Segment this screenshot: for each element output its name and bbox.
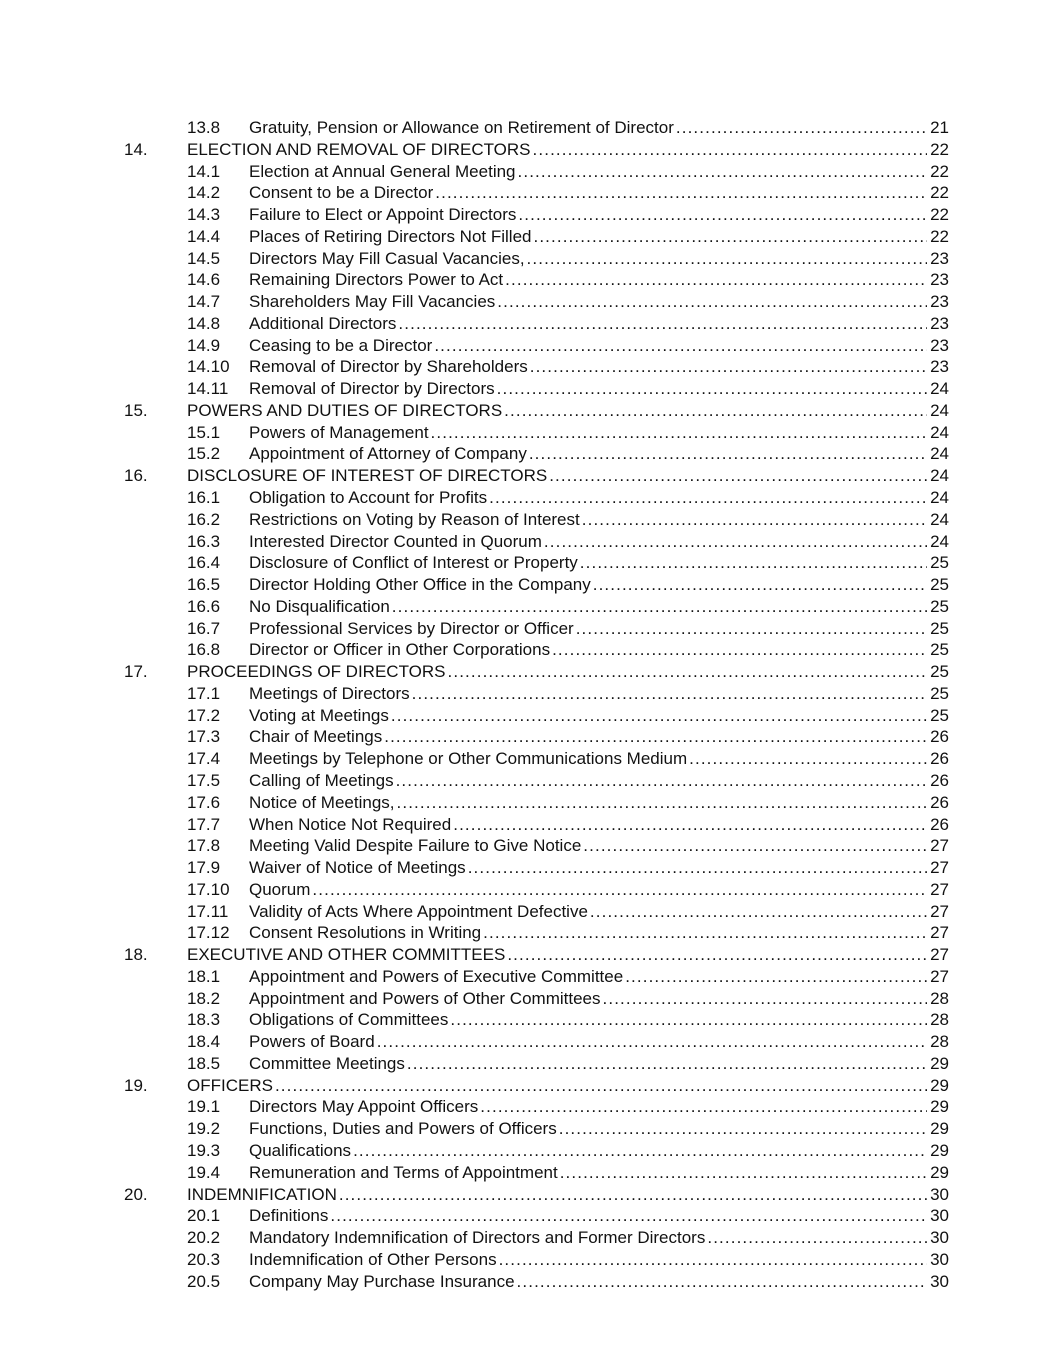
toc-entry-title: Additional Directors — [249, 313, 397, 333]
toc-entry-page-number: 25 — [927, 618, 949, 640]
toc-entry-number: 18.1 — [187, 966, 221, 986]
toc-entry-page-number: 30 — [927, 1271, 949, 1293]
toc-entry-number: 20.3 — [187, 1249, 221, 1269]
toc-subsection-entry[interactable] — [0, 726, 1055, 748]
toc-entry-title-leader — [249, 835, 927, 857]
toc-entry-title: Meeting Valid Despite Failure to Give Notice — [249, 836, 582, 856]
toc-entry-title-leader — [249, 422, 927, 444]
toc-entry-number: 16.2 — [187, 509, 221, 529]
toc-entry-number: 14.1 — [187, 161, 221, 181]
toc-entry-page-number: 27 — [927, 922, 949, 944]
toc-entry-title-leader — [249, 596, 927, 618]
toc-entry-page-number: 26 — [927, 792, 949, 814]
toc-subsection-entry[interactable] — [0, 879, 1055, 901]
toc-subsection-entry[interactable] — [0, 1271, 1055, 1293]
toc-subsection-entry[interactable] — [0, 378, 1055, 400]
toc-entry-number: 17.3 — [187, 727, 221, 747]
toc-entry-title-leader — [249, 204, 927, 226]
toc-entry-page-number: 29 — [927, 1140, 949, 1162]
toc-entry-number: 14.4 — [187, 226, 221, 246]
toc-subsection-entry[interactable] — [0, 770, 1055, 792]
toc-subsection-entry[interactable] — [0, 1118, 1055, 1140]
toc-entry-title-leader — [249, 726, 927, 748]
toc-entry-title-leader — [249, 1096, 927, 1118]
toc-section-entry[interactable] — [0, 1075, 1055, 1097]
toc-entry-number: 14.7 — [187, 292, 221, 312]
toc-entry-title: PROCEEDINGS OF DIRECTORS — [187, 662, 446, 682]
toc-entry-page-number: 23 — [927, 269, 949, 291]
toc-subsection-entry[interactable] — [0, 857, 1055, 879]
toc-entry-title: Obligation to Account for Profits — [249, 488, 488, 508]
toc-entry-title: Obligations of Committees — [249, 1010, 449, 1030]
toc-subsection-entry[interactable] — [0, 182, 1055, 204]
toc-entry-number: 13.8 — [187, 118, 221, 137]
toc-entry-title: Interested Director Counted in Quorum — [249, 531, 542, 551]
toc-entry-title: Appointment and Powers of Executive Committee — [249, 966, 624, 986]
toc-entry-title: Disclosure of Conflict of Interest or Property — [249, 553, 578, 573]
toc-entry-number: 17.11 — [187, 901, 229, 921]
toc-entry-number: 16.1 — [187, 488, 221, 508]
toc-entry-number: 20.2 — [187, 1228, 221, 1248]
toc-entry-title: Waiver of Notice of Meetings — [249, 858, 466, 878]
toc-entry-page-number: 29 — [927, 1118, 949, 1140]
toc-entry-page-number: 27 — [927, 901, 949, 923]
toc-subsection-entry[interactable] — [0, 683, 1055, 705]
toc-entry-number: 18.2 — [187, 988, 221, 1008]
toc-entry-page-number: 25 — [927, 574, 949, 596]
table-of-contents — [0, 117, 1055, 1292]
toc-section-entry[interactable] — [0, 465, 1055, 487]
toc-subsection-entry[interactable] — [0, 1009, 1055, 1031]
toc-entry-title-leader — [249, 1271, 927, 1293]
toc-entry-title: Remuneration and Terms of Appointment — [249, 1162, 558, 1182]
toc-entry-title: Removal of Director by Directors — [249, 379, 495, 399]
toc-entry-number: 16.5 — [187, 575, 221, 595]
toc-entry-page-number: 21 — [927, 117, 949, 139]
toc-subsection-entry[interactable] — [0, 531, 1055, 553]
toc-entry-number: 19.1 — [187, 1097, 221, 1117]
toc-entry-number: 18.4 — [187, 1032, 221, 1052]
toc-subsection-entry[interactable] — [0, 792, 1055, 814]
toc-entry-title: Ceasing to be a Director — [249, 335, 433, 355]
toc-entry-page-number: 25 — [927, 596, 949, 618]
toc-subsection-entry[interactable] — [0, 204, 1055, 226]
toc-entry-page-number: 25 — [927, 639, 949, 661]
toc-entry-title-leader — [249, 269, 927, 291]
toc-entry-title-leader — [187, 465, 927, 487]
toc-entry-page-number: 29 — [927, 1162, 949, 1184]
toc-entry-page-number: 26 — [927, 814, 949, 836]
toc-entry-number: 18.5 — [187, 1053, 221, 1073]
toc-entry-page-number: 25 — [927, 705, 949, 727]
toc-entry-title-leader — [249, 335, 927, 357]
toc-entry-page-number: 30 — [927, 1184, 949, 1206]
toc-subsection-entry[interactable] — [0, 1140, 1055, 1162]
toc-entry-page-number: 22 — [927, 204, 949, 226]
toc-entry-title-leader — [249, 117, 927, 139]
toc-entry-page-number: 23 — [927, 248, 949, 270]
toc-subsection-entry[interactable] — [0, 1162, 1055, 1184]
toc-entry-page-number: 22 — [927, 226, 949, 248]
toc-entry-title: Powers of Management — [249, 422, 429, 442]
toc-entry-number: 19.3 — [187, 1140, 221, 1160]
toc-entry-title: Consent to be a Director — [249, 183, 434, 203]
toc-entry-title: DISCLOSURE OF INTEREST OF DIRECTORS — [187, 466, 548, 486]
toc-section-entry[interactable] — [0, 661, 1055, 683]
toc-subsection-entry[interactable] — [0, 356, 1055, 378]
toc-subsection-entry[interactable] — [0, 161, 1055, 183]
toc-entry-title: Gratuity, Pension or Allowance on Retirement of Director — [249, 118, 674, 137]
toc-entry-page-number: 27 — [927, 944, 949, 966]
toc-entry-title: No Disqualification — [249, 596, 390, 616]
toc-entry-page-number: 25 — [927, 683, 949, 705]
toc-entry-number: 16.6 — [187, 596, 221, 616]
toc-subsection-entry[interactable] — [0, 509, 1055, 531]
toc-entry-page-number: 24 — [927, 422, 949, 444]
toc-subsection-entry[interactable] — [0, 988, 1055, 1010]
toc-entry-page-number: 23 — [927, 313, 949, 335]
toc-entry-number: 17.5 — [187, 770, 221, 790]
toc-entry-page-number: 23 — [927, 291, 949, 313]
toc-entry-page-number: 24 — [927, 531, 949, 553]
toc-entry-title-leader — [249, 748, 927, 770]
toc-entry-number: 19. — [124, 1075, 148, 1095]
toc-entry-page-number: 30 — [927, 1249, 949, 1271]
toc-subsection-entry[interactable] — [0, 618, 1055, 640]
toc-entry-title-leader — [249, 901, 927, 923]
toc-subsection-entry[interactable] — [0, 552, 1055, 574]
toc-entry-title-leader — [187, 400, 927, 422]
toc-entry-title: Meetings by Telephone or Other Communications Medium — [249, 749, 688, 769]
toc-entry-title: ELECTION AND REMOVAL OF DIRECTORS — [187, 139, 531, 159]
toc-entry-title: Directors May Appoint Officers — [249, 1097, 479, 1117]
toc-entry-page-number: 28 — [927, 988, 949, 1010]
toc-entry-title-leader — [187, 1184, 927, 1206]
toc-subsection-entry[interactable] — [0, 1249, 1055, 1271]
toc-entry-number: 15.1 — [187, 422, 221, 442]
toc-entry-page-number: 24 — [927, 465, 949, 487]
toc-subsection-entry[interactable] — [0, 835, 1055, 857]
toc-entry-number: 17. — [124, 662, 148, 682]
toc-entry-number: 14.5 — [187, 248, 221, 268]
toc-entry-title-leader — [249, 639, 927, 661]
toc-entry-page-number: 27 — [927, 835, 949, 857]
toc-entry-number: 17.4 — [187, 749, 221, 769]
toc-entry-page-number: 23 — [927, 356, 949, 378]
toc-entry-page-number: 27 — [927, 857, 949, 879]
toc-entry-page-number: 26 — [927, 770, 949, 792]
toc-entry-title-leader — [187, 944, 927, 966]
toc-entry-title-leader — [187, 139, 927, 161]
toc-subsection-entry[interactable] — [0, 1205, 1055, 1227]
toc-entry-title-leader — [249, 705, 927, 727]
toc-entry-page-number: 24 — [927, 509, 949, 531]
toc-entry-number: 17.1 — [187, 683, 221, 703]
toc-entry-title-leader — [249, 487, 927, 509]
toc-entry-title-leader — [249, 1227, 927, 1249]
toc-entry-title-leader — [249, 1205, 927, 1227]
toc-entry-title: Consent Resolutions in Writing — [249, 923, 482, 943]
toc-entry-number: 14.8 — [187, 313, 221, 333]
toc-entry-title-leader — [249, 966, 927, 988]
toc-subsection-entry[interactable] — [0, 117, 1055, 139]
toc-entry-title-leader — [249, 922, 927, 944]
toc-entry-title: Chair of Meetings — [249, 727, 383, 747]
toc-subsection-entry[interactable] — [0, 1096, 1055, 1118]
toc-entry-title-leader — [249, 879, 927, 901]
toc-entry-title-leader — [249, 182, 927, 204]
toc-entry-title-leader — [249, 552, 927, 574]
toc-entry-title: Professional Services by Director or Officer — [249, 618, 574, 638]
toc-entry-number: 14.11 — [187, 379, 229, 399]
toc-entry-number: 14.6 — [187, 270, 221, 290]
toc-entry-number: 19.2 — [187, 1119, 221, 1139]
toc-entry-title-leader — [249, 531, 927, 553]
toc-entry-title-leader — [249, 792, 927, 814]
toc-entry-page-number: 30 — [927, 1205, 949, 1227]
toc-entry-title: Director or Officer in Other Corporations — [249, 640, 551, 660]
toc-entry-title-leader — [249, 509, 927, 531]
toc-entry-title: Remaining Directors Power to Act — [249, 270, 504, 290]
toc-subsection-entry[interactable] — [0, 422, 1055, 444]
toc-entry-title-leader — [249, 248, 927, 270]
toc-subsection-entry[interactable] — [0, 966, 1055, 988]
toc-subsection-entry[interactable] — [0, 705, 1055, 727]
toc-entry-number: 17.6 — [187, 792, 221, 812]
toc-section-entry[interactable] — [0, 139, 1055, 161]
toc-subsection-entry[interactable] — [0, 596, 1055, 618]
toc-entry-page-number: 27 — [927, 879, 949, 901]
toc-subsection-entry[interactable] — [0, 443, 1055, 465]
toc-subsection-entry[interactable] — [0, 1053, 1055, 1075]
toc-entry-title: Functions, Duties and Powers of Officers — [249, 1119, 557, 1139]
toc-entry-number: 17.2 — [187, 705, 221, 725]
toc-entry-title: Director Holding Other Office in the Company — [249, 575, 591, 595]
toc-entry-page-number: 25 — [927, 661, 949, 683]
toc-entry-title: Election at Annual General Meeting — [249, 161, 516, 181]
toc-entry-number: 19.4 — [187, 1162, 221, 1182]
toc-subsection-entry[interactable] — [0, 639, 1055, 661]
toc-entry-title: Definitions — [249, 1206, 329, 1226]
toc-entry-number: 14.2 — [187, 183, 221, 203]
toc-entry-title: OFFICERS — [187, 1075, 273, 1095]
toc-subsection-entry[interactable] — [0, 901, 1055, 923]
toc-entry-page-number: 29 — [927, 1053, 949, 1075]
toc-section-entry[interactable] — [0, 944, 1055, 966]
toc-entry-title: Restrictions on Voting by Reason of Interest — [249, 509, 580, 529]
toc-section-entry[interactable] — [0, 1184, 1055, 1206]
toc-entry-number: 14.10 — [187, 357, 230, 377]
toc-entry-title: Notice of Meetings, — [249, 792, 395, 812]
toc-entry-title: Quorum — [249, 879, 311, 899]
toc-entry-title-leader — [249, 1009, 927, 1031]
toc-entry-number: 16. — [124, 466, 148, 486]
toc-subsection-entry[interactable] — [0, 814, 1055, 836]
toc-entry-page-number: 22 — [927, 182, 949, 204]
toc-entry-title-leader — [249, 1053, 927, 1075]
toc-entry-title-leader — [249, 988, 927, 1010]
toc-subsection-entry[interactable] — [0, 574, 1055, 596]
toc-entry-title-leader — [249, 770, 927, 792]
toc-entry-title-leader — [249, 291, 927, 313]
toc-entry-page-number: 24 — [927, 400, 949, 422]
toc-entry-title-leader — [249, 1162, 927, 1184]
toc-entry-title-leader — [249, 443, 927, 465]
toc-subsection-entry[interactable] — [0, 1227, 1055, 1249]
toc-entry-page-number: 22 — [927, 139, 949, 161]
toc-subsection-entry[interactable] — [0, 226, 1055, 248]
toc-entry-number: 17.8 — [187, 836, 221, 856]
toc-section-entry[interactable] — [0, 400, 1055, 422]
toc-entry-page-number: 23 — [927, 335, 949, 357]
toc-entry-title: Voting at Meetings — [249, 705, 389, 725]
toc-entry-title: Removal of Director by Shareholders — [249, 357, 528, 377]
toc-entry-number: 15.2 — [187, 444, 221, 464]
toc-subsection-entry[interactable] — [0, 748, 1055, 770]
toc-entry-title: EXECUTIVE AND OTHER COMMITTEES — [187, 945, 506, 965]
toc-entry-number: 20. — [124, 1184, 148, 1204]
toc-subsection-entry[interactable] — [0, 291, 1055, 313]
toc-entry-title-leader — [249, 1249, 927, 1271]
toc-entry-page-number: 26 — [927, 748, 949, 770]
toc-entry-number: 20.5 — [187, 1271, 221, 1291]
toc-entry-title: Meetings of Directors — [249, 683, 410, 703]
toc-entry-title-leader — [249, 226, 927, 248]
toc-entry-page-number: 24 — [927, 487, 949, 509]
toc-entry-number: 15. — [124, 400, 148, 420]
toc-entry-title-leader — [249, 574, 927, 596]
toc-entry-title: Directors May Fill Casual Vacancies, — [249, 248, 525, 268]
toc-entry-number: 14.9 — [187, 335, 221, 355]
toc-entry-page-number: 28 — [927, 1031, 949, 1053]
toc-subsection-entry[interactable] — [0, 313, 1055, 335]
toc-entry-number: 16.4 — [187, 553, 221, 573]
toc-entry-title-leader — [187, 661, 927, 683]
toc-entry-number: 17.10 — [187, 879, 230, 899]
toc-entry-page-number: 27 — [927, 966, 949, 988]
toc-entry-title-leader — [249, 683, 927, 705]
toc-entry-title: Company May Purchase Insurance — [249, 1271, 515, 1291]
toc-subsection-entry[interactable] — [0, 487, 1055, 509]
toc-entry-number: 17.7 — [187, 814, 221, 834]
toc-entry-number: 14. — [124, 139, 148, 159]
toc-entry-page-number: 25 — [927, 552, 949, 574]
toc-entry-number: 16.8 — [187, 640, 221, 660]
toc-entry-title: Validity of Acts Where Appointment Defective — [249, 901, 588, 921]
toc-entry-page-number: 28 — [927, 1009, 949, 1031]
toc-entry-title: Indemnification of Other Persons — [249, 1249, 497, 1269]
toc-subsection-entry[interactable] — [0, 335, 1055, 357]
toc-entry-title-leader — [249, 356, 927, 378]
toc-entry-page-number: 22 — [927, 161, 949, 183]
toc-entry-title-leader — [249, 161, 927, 183]
toc-entry-number: 14.3 — [187, 205, 221, 225]
toc-entry-page-number: 29 — [927, 1075, 949, 1097]
toc-entry-page-number: 24 — [927, 443, 949, 465]
toc-entry-page-number: 24 — [927, 378, 949, 400]
toc-entry-number: 17.9 — [187, 858, 221, 878]
toc-subsection-entry[interactable] — [0, 248, 1055, 270]
toc-entry-title-leader — [249, 857, 927, 879]
toc-entry-title: Calling of Meetings — [249, 770, 394, 790]
toc-entry-title: Powers of Board — [249, 1032, 375, 1052]
toc-entry-title: INDEMNIFICATION — [187, 1184, 337, 1204]
toc-entry-number: 18.3 — [187, 1010, 221, 1030]
toc-entry-title-leader — [249, 1031, 927, 1053]
toc-entry-page-number: 29 — [927, 1096, 949, 1118]
toc-entry-title-leader — [249, 378, 927, 400]
toc-entry-title-leader — [249, 1118, 927, 1140]
toc-entry-page-number: 26 — [927, 726, 949, 748]
toc-subsection-entry[interactable] — [0, 269, 1055, 291]
toc-entry-title: Committee Meetings — [249, 1053, 405, 1073]
toc-entry-title: Places of Retiring Directors Not Filled — [249, 226, 532, 246]
toc-entry-number: 18. — [124, 945, 148, 965]
toc-entry-title-leader — [249, 1140, 927, 1162]
toc-entry-title: POWERS AND DUTIES OF DIRECTORS — [187, 400, 503, 420]
toc-entry-title: Shareholders May Fill Vacancies — [249, 292, 496, 312]
toc-entry-title: Mandatory Indemnification of Directors and Former Directors — [249, 1228, 706, 1248]
toc-entry-title-leader — [187, 1075, 927, 1097]
toc-entry-title: Appointment of Attorney of Company — [249, 444, 527, 464]
toc-entry-number: 16.7 — [187, 618, 221, 638]
toc-entry-number: 16.3 — [187, 531, 221, 551]
toc-subsection-entry[interactable] — [0, 922, 1055, 944]
toc-entry-title: Failure to Elect or Appoint Directors — [249, 205, 517, 225]
toc-entry-page-number: 30 — [927, 1227, 949, 1249]
toc-entry-title: Appointment and Powers of Other Committees — [249, 988, 601, 1008]
toc-entry-title: Qualifications — [249, 1140, 352, 1160]
toc-entry-title-leader — [249, 618, 927, 640]
toc-entry-title: When Notice Not Required — [249, 814, 452, 834]
toc-subsection-entry[interactable] — [0, 1031, 1055, 1053]
toc-entry-title-leader — [249, 814, 927, 836]
toc-entry-number: 20.1 — [187, 1206, 221, 1226]
toc-entry-title-leader — [249, 313, 927, 335]
toc-entry-number: 17.12 — [187, 923, 230, 943]
